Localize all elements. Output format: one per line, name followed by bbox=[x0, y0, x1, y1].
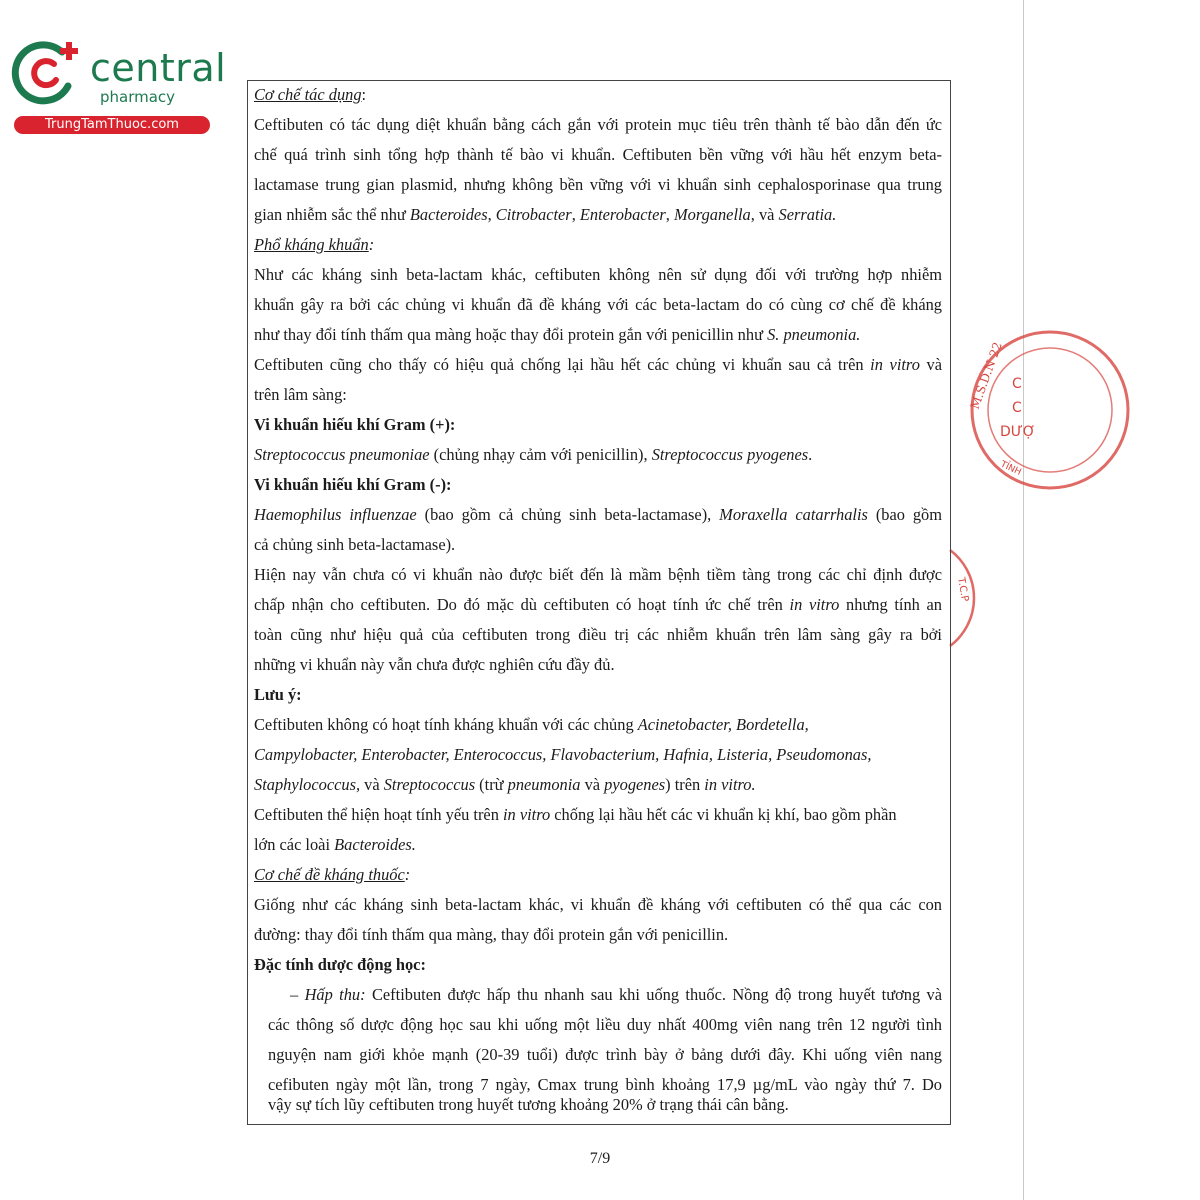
heading-spectrum: Phổ kháng khuẩn: bbox=[254, 235, 375, 254]
text-line: cả chủng sinh beta-lactamase). bbox=[254, 535, 456, 554]
text-line: đường: thay đổi tính thấm qua màng, thay đổi protein gắn với penicillin. bbox=[254, 925, 729, 944]
text-line: Giống như các kháng sinh beta-lactam khác, vi khuẩn đề kháng với ceftibuten có thể qua các con bbox=[254, 895, 942, 914]
central-pharmacy-logo[interactable] bbox=[10, 38, 227, 138]
text-line: Như các kháng sinh beta-lactam khác, ceftibuten không nên sử dụng đối với trường hợp nhiễm bbox=[254, 265, 942, 284]
text-line: – Hấp thu: Ceftibuten được hấp thu nhanh sau khi uống thuốc. Nồng độ trong huyết tương và bbox=[290, 985, 942, 1004]
stamp-text-top: M.S.D.N 22 bbox=[967, 340, 1005, 412]
company-seal-stamp bbox=[960, 330, 1036, 490]
page-edge-rule bbox=[1023, 0, 1024, 1200]
text-line: gian nhiễm sắc thể như Bacteroides, Citrobacter, Enterobacter, Morganella, và Serratia. bbox=[254, 205, 837, 224]
stamp-text-c2: C bbox=[1012, 400, 1022, 416]
heading-gram-positive: Vi khuẩn hiếu khí Gram (+): bbox=[254, 415, 456, 434]
text-line: Haemophilus influenzae (bao gồm cả chủng sinh beta-lactamase), Moraxella catarrhalis (bao gồm bbox=[254, 505, 942, 524]
company-seal-stamp-lower bbox=[948, 548, 974, 648]
text-line: Streptococcus pneumoniae (chủng nhạy cảm với penicillin), Streptococcus pyogenes. bbox=[254, 445, 813, 464]
text-line: trên lâm sàng: bbox=[254, 385, 347, 404]
stamp-text-name: DƯỢ bbox=[1000, 424, 1036, 440]
text-line: Staphylococcus, và Streptococcus (trừ pneumonia và pyogenes) trên in vitro. bbox=[254, 775, 756, 794]
text-line: Ceftibuten thể hiện hoạt tính yếu trên in vitro chống lại hầu hết các vi khuẩn kị khí, bao gồm phần bbox=[254, 805, 897, 824]
text-line: các thông số dược động học sau khi uống một liều duy nhất 400mg viên nang trên 12 người tình bbox=[268, 1015, 942, 1034]
text-line: những vi khuẩn này vẫn chưa được nghiên cứu đầy đủ. bbox=[254, 655, 615, 674]
text-line: Campylobacter, Enterobacter, Enterococcus, Flavobacterium, Hafnia, Listeria, Pseudomonas, bbox=[254, 745, 872, 764]
stamp-text-bottom: TỈNH bbox=[998, 459, 1023, 478]
text-line: toàn cũng như hiệu quả của ceftibuten trong điều trị các nhiễm khuẩn trên lâm sàng gây ra bởi bbox=[254, 625, 942, 644]
heading-resistance: Cơ chế đề kháng thuốc: bbox=[254, 865, 411, 884]
logo-c-plus-icon bbox=[10, 38, 90, 108]
text-line: Ceftibuten có tác dụng diệt khuẩn bằng cách gắn với protein mục tiêu trên thành tế bào dẫn đến ức bbox=[254, 115, 942, 134]
text-line: chấp nhận cho ceftibuten. Do đó mặc dù ceftibuten có hoạt tính ức chế trên in vitro nhưng tính an bbox=[254, 595, 942, 614]
heading-note: Lưu ý: bbox=[254, 685, 302, 704]
text-line: như thay đổi tính thấm qua màng hoặc thay đổi protein gắn với penicillin như S. pneumonia. bbox=[254, 325, 861, 344]
document-box bbox=[247, 80, 951, 1125]
text-line: lactamase trung gian plasmid, nhưng không bền vững với vi khuẩn sinh cephalosporinase qua trung bbox=[254, 175, 942, 194]
page-number: 7/9 bbox=[589, 1150, 611, 1167]
stamp-text-side: T.C.P bbox=[955, 576, 971, 603]
text-line: cefibuten ngày một lần, trong 7 ngày, Cmax trung bình khoảng 17,9 µg/mL vào ngày thứ 7. Do bbox=[268, 1075, 942, 1094]
text-line: Ceftibuten cũng cho thấy có hiệu quả chống lại hầu hết các chủng vi khuẩn sau cả trên in vitro và bbox=[254, 355, 942, 374]
text-line: lớn các loài Bacteroides. bbox=[254, 835, 416, 854]
heading-gram-negative: Vi khuẩn hiếu khí Gram (-): bbox=[254, 475, 452, 494]
logo-url-badge[interactable]: TrungTamThuoc.com bbox=[14, 116, 210, 134]
text-line: khuẩn gây ra bởi các chủng vi khuẩn đã đề kháng với các beta-lactam do có cùng cơ chế đề kháng bbox=[254, 295, 942, 314]
heading-mechanism: Cơ chế tác dụng: bbox=[254, 85, 367, 104]
text-line: Ceftibuten không có hoạt tính kháng khuẩn với các chủng Acinetobacter, Bordetella, bbox=[254, 715, 809, 734]
heading-pharmacokinetics: Đặc tính dược động học: bbox=[254, 955, 426, 974]
text-line: Hiện nay vẫn chưa có vi khuẩn nào được biết đến là mầm bệnh tiềm tàng trong các chỉ định được bbox=[254, 565, 942, 584]
logo-sub-text: pharmacy bbox=[100, 88, 176, 106]
text-line: nguyện nam giới khỏe mạnh (20-39 tuổi) được trình bày ở bảng dưới đây. Khi uống viên nang bbox=[268, 1045, 942, 1064]
logo-brand-text: central bbox=[90, 46, 227, 90]
text-line: vậy sự tích lũy ceftibuten trong huyết tương khoảng 20% ở trạng thái cân bằng. bbox=[268, 1095, 789, 1114]
stamp-text-c1: C bbox=[1012, 376, 1022, 392]
text-line: chế quá trình sinh tổng hợp thành tế bào vi khuẩn. Ceftibuten bền vững với hầu hết enzym beta- bbox=[254, 145, 942, 164]
